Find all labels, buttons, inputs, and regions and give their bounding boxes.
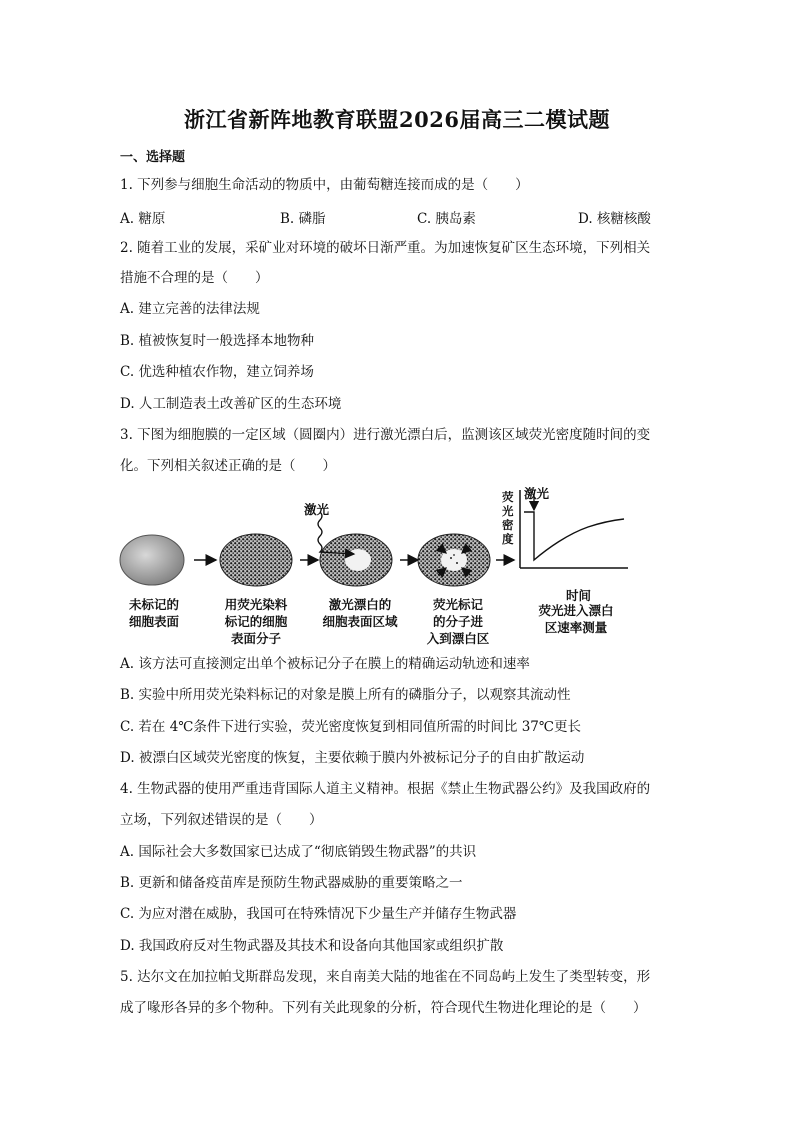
question-4-option-d: D. 我国政府反对生物武器及其技术和设备向其他国家或组织扩散 <box>120 938 504 954</box>
caption-measure: 荧光进入漂白 区速率测量 <box>538 603 614 635</box>
question-1-option-b: B. 磷脂 <box>280 211 326 227</box>
question-1-option-a: A. 糖原 <box>120 211 166 227</box>
question-5-stem-line-1: 5. 达尔文在加拉帕戈斯群岛发现，来自南美大陆的地雀在不同岛屿上发生了类型转变，形 <box>120 969 651 985</box>
question-2-stem-line-1: 2. 随着工业的发展，采矿业对环境的破坏日渐严重。为加速恢复矿区生态环境，下列相关 <box>120 240 651 256</box>
caption-bleached: 激光漂白的 细胞表面区域 <box>322 597 398 629</box>
graph-x-axis-label: 时间 <box>566 588 592 603</box>
question-5-stem-line-2: 成了喙形各异的多个物种。下列有关此现象的分析，符合现代生物进化理论的是（ ） <box>120 1000 647 1016</box>
caption-recovery: 荧光标记 的分子进 入到漂白区 <box>426 597 490 646</box>
question-4-stem-line-1: 4. 生物武器的使用严重违背国际人道主义精神。根据《禁止生物武器公约》及我国政府的 <box>120 781 651 797</box>
question-2-option-b: B. 植被恢复时一般选择本地物种 <box>120 333 315 349</box>
laser-label: 激光 <box>304 502 330 517</box>
question-3-option-b: B. 实验中所用荧光染料标记的对象是膜上所有的磷脂分子，以观察其流动性 <box>120 687 571 703</box>
question-3-option-d: D. 被漂白区域荧光密度的恢复，主要依赖于膜内外被标记分子的自由扩散运动 <box>120 750 585 766</box>
question-2-option-c: C. 优选种植农作物，建立饲养场 <box>120 364 314 380</box>
question-3-stem-line-2: 化。下列相关叙述正确的是（ ） <box>120 458 336 474</box>
question-4-stem-line-2: 立场，下列叙述错误的是（ ） <box>120 812 323 828</box>
graph-laser-label: 激光 <box>524 486 550 501</box>
question-2-option-d: D. 人工制造表土改善矿区的生态环境 <box>120 396 342 412</box>
unlabeled-cell <box>120 535 184 585</box>
question-4-option-c: C. 为应对潜在威胁，我国可在特殊情况下少量生产并储存生物武器 <box>120 906 517 922</box>
question-3-option-c: C. 若在 4℃条件下进行实验，荧光密度恢复到相同值所需的时间比 37℃更长 <box>120 719 581 735</box>
question-4-option-b: B. 更新和储备疫苗库是预防生物武器威胁的重要策略之一 <box>120 875 463 891</box>
section-heading: 一、选择题 <box>120 150 186 165</box>
graph-y-axis-label: 荧光密度 <box>502 490 514 546</box>
bleached-region <box>345 549 371 571</box>
caption-labeled: 用荧光染料 标记的细胞 表面分子 <box>224 597 288 646</box>
question-1-stem: 1. 下列参与细胞生命活动的物质中，由葡萄糖连接而成的是（ ） <box>120 177 529 193</box>
question-2-option-a: A. 建立完善的法律法规 <box>120 301 260 317</box>
question-1-option-c: C. 胰岛素 <box>417 211 476 227</box>
question-3-stem-line-1: 3. 下图为细胞膜的一定区域（圆圈内）进行激光漂白后，监测该区域荧光密度随时间的变 <box>120 427 651 443</box>
question-1-option-d: D. 核糖核酸 <box>578 211 651 227</box>
question-2-stem-line-2: 措施不合理的是（ ） <box>120 270 269 286</box>
fluorescence-curve <box>524 512 624 560</box>
question-1-options <box>120 207 680 225</box>
labeled-cell <box>220 534 292 586</box>
page-title: 浙江省新阵地教育联盟2026届高三二模试题 <box>184 107 610 132</box>
question-3-option-a: A. 该方法可直接测定出单个被标记分子在膜上的精确运动轨迹和速率 <box>120 656 530 672</box>
question-4-option-a: A. 国际社会大多数国家已达成了“彻底销毁生物武器”的共识 <box>120 844 477 860</box>
caption-unlabeled: 未标记的 细胞表面 <box>128 597 179 629</box>
